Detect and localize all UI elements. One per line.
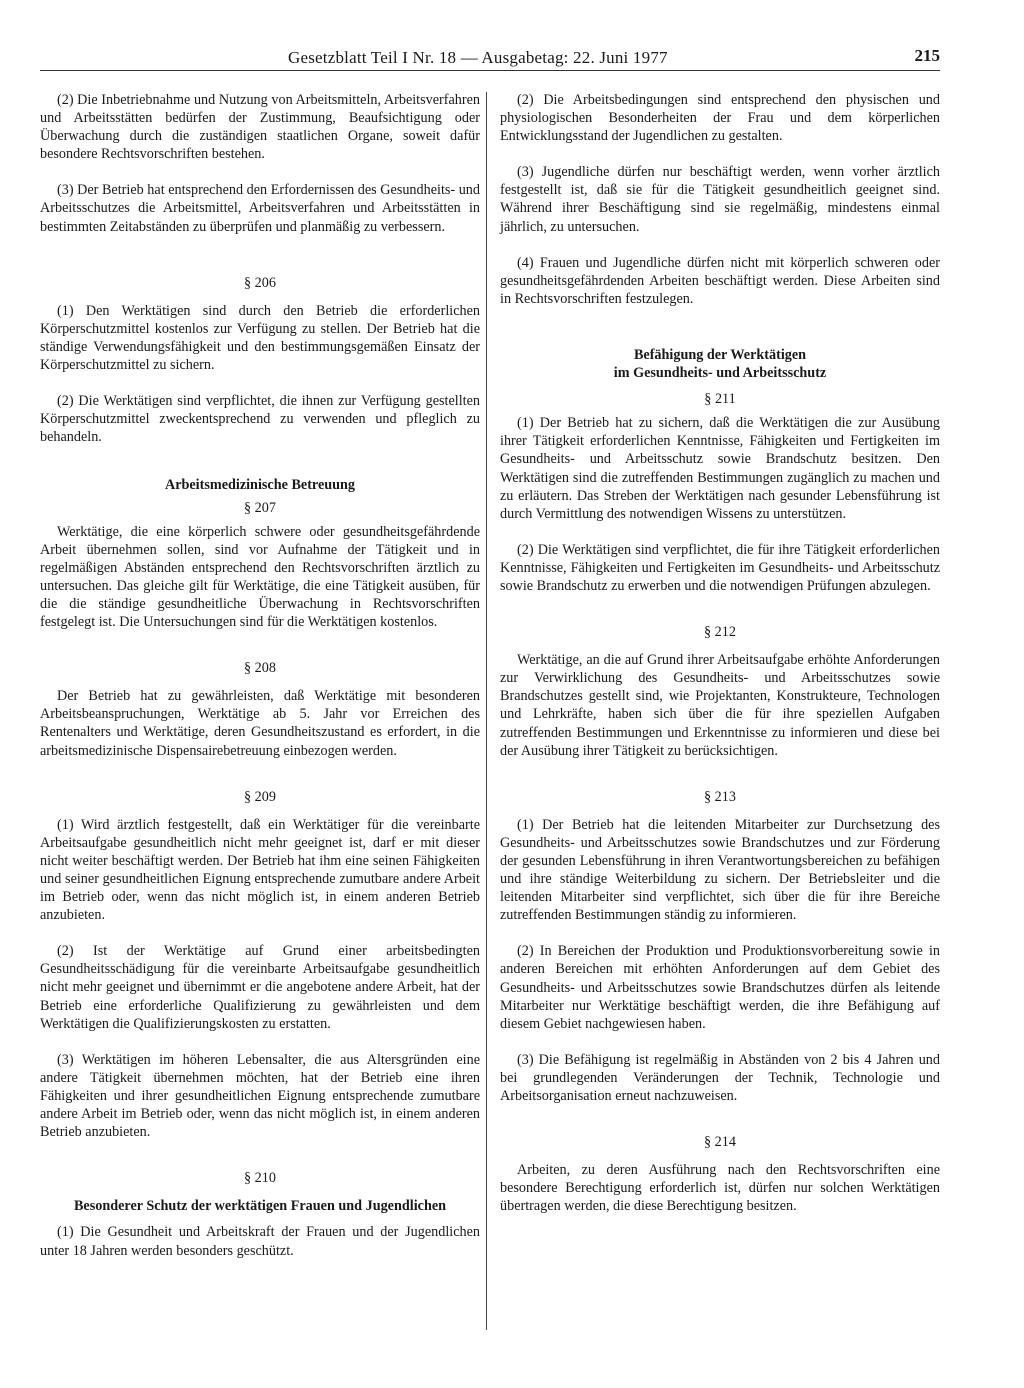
paragraph-209-2: (2) Ist der Werktätige auf Grund einer arbeitsbedingten Gesundheitsschädigung für die vereinbarte Arbeitsaufgabe gesundheitlich nicht mehr geeignet und übernimmt er die angebotene andere Arbeit, hat der Betrieb eine erforderliche Qualifizierung zu gewährleisten und dem Werktätigen die Qualifizierungskosten zu erstatten. [40,943,480,1032]
heading-besonderer-schutz: Besonderer Schutz der werktätigen Frauen und Jugendlichen [73,1198,447,1215]
right-column [500,91,940,1216]
paragraph-214: Arbeiten, zu deren Ausführung nach den Rechtsvorschriften eine besondere Berechtigung erforderlich ist, dürfen nur solchen Werktätigen übertragen werden, die diese Berechtigung besitzen. [500,1162,940,1215]
section-206-heading: § 206 [244,274,276,291]
section-207-heading: § 207 [244,499,276,516]
page-number: 215 [914,46,940,65]
paragraph-209-1: (1) Wird ärztlich festgestellt, daß ein Werktätiger für die vereinbarte Arbeitsaufgabe gesundheitlich nicht mehr geeignet ist, darf er mit dieser nicht weiter beschäftigt werden. Der Betrieb hat ihm eine seinen Fähigkeiten und seiner gesundheitlichen Eignung entsprechende zumutbare andere Arbeit im Betrieb oder, wenn das nicht möglich ist, in einem anderen Betrieb anzubieten. [40,816,480,924]
left-column [40,91,480,1260]
paragraph-210-4: (4) Frauen und Jugendliche dürfen nicht mit körperlich schweren oder gesundheitsgefährdenden Arbeiten beschäftigt werden. Diese Arbeiten sind in Rechtsvorschriften festzulegen. [500,254,940,307]
section-213-heading: § 213 [704,788,736,805]
header-rule [40,70,940,71]
paragraph-208: Der Betrieb hat zu gewährleisten, daß Werktätige mit besonderen Arbeitsbeanspruchungen, Werktätige ab 5. Jahr vor Erreichen des Rentenalters und Werktätige, deren Gesundheitszustand es erfordert, in die arbeitsmedizinische Dispensairebetreuung einbezogen werden. [40,688,480,759]
section-211-heading: § 211 [704,391,736,408]
paragraph-213-3: (3) Die Befähigung ist regelmäßig in Abständen von 2 bis 4 Jahren und bei grundlegenden Veränderungen der Technik, Technologie und Arbeitsorganisation erneut nachzuweisen. [500,1051,940,1105]
column-divider [486,92,487,1330]
paragraph-206-2: (2) Die Werktätigen sind verpflichtet, die ihnen zur Verfügung gestellten Körperschutzmittel zweckentsprechend zu verwenden und pfleglich zu behandeln. [40,393,480,446]
heading-befaehigung-line1: Befähigung der Werktätigen [633,346,807,363]
section-210-heading: § 210 [244,1170,276,1187]
paragraph-213-1: (1) Der Betrieb hat die leitenden Mitarbeiter zur Durchsetzung des Gesundheits- und Arbeitsschutzes sowie Brandschutzes und zur Förderung der gesunden Lebensführung in ihren Verantwortungsbereichen zu befähigen und ihre ständige Weiterbildung zu sichern. Der Betriebsleiter und die leitenden Mitarbeiter sind verpflichtet, sich über die für ihre Bereiche zutreffenden Bestimmungen ständig zu informieren. [500,816,940,924]
section-212-heading: § 212 [704,624,736,641]
paragraph-210-2: (2) Die Arbeitsbedingungen sind entsprechend den physischen und physiologischen Besonderheiten der Frau und dem körperlichen Entwicklungsstand der Jugendlichen zu gestalten. [500,92,940,145]
heading-arbeitsmedizinische-betreuung: Arbeitsmedizinische Betreuung [164,477,356,494]
paragraph-205-3: (3) Der Betrieb hat entsprechend den Erfordernissen des Gesundheits- und Arbeitsschutzes die Arbeitsmittel, Arbeitsverfahren und Arbeitsstätten in bestimmten Zeitabständen zu überprüfen und planmäßig zu verbessern. [40,182,480,235]
section-214-heading: § 214 [704,1134,736,1151]
paragraph-213-2: (2) In Bereichen der Produktion und Produktionsvorbereitung sowie in anderen Bereichen mit erhöhten Anforderungen auf dem Gebiet des Gesundheits- und Arbeitsschutzes sowie Brandschutzes dürfen als leitende Mitarbeiter nur Werktätige beschäftigt werden, die ihre Befähigung auf diesem Gebiet nachgewiesen haben. [500,943,940,1032]
paragraph-209-3: (3) Werktätigen im höheren Lebensalter, die aus Altersgründen eine andere Tätigkeit übernehmen möchten, hat der Betrieb eine ihren Fähigkeiten und ihrer gesundheitlichen Eignung entsprechende zumutbare andere Arbeit im Betrieb oder, wenn das nicht möglich ist, in einem anderen Betrieb anzubieten. [40,1051,480,1141]
paragraph-211-2: (2) Die Werktätigen sind verpflichtet, die für ihre Tätigkeit erforderlichen Kenntnisse, Fähigkeiten und Fertigkeiten im Gesundheits- und Arbeitsschutz sowie Brandschutz zu erwerben und die notwendigen Prüfungen abzulegen. [500,541,940,594]
section-208-heading: § 208 [244,660,276,677]
paragraph-211-1: (1) Der Betrieb hat zu sichern, daß die Werktätigen die zur Ausübung ihrer Tätigkeit erforderlichen Kenntnisse, Fähigkeiten und Fertigkeiten im Gesundheits- und Arbeitsschutz sowie Brandschutz besitzen. Den Werktätigen sind die zutreffenden Bestimmungen zugänglich zu machen und zu erläutern. Das Streben der Werktätigen nach gesunder Lebensführung ist durch Vermittlung des notwendigen Wissens zu unterstützen. [500,415,940,522]
gazette-title: Gesetzblatt Teil I Nr. 18 — Ausgabetag: 22. Juni 1977 [288,48,668,67]
paragraph-210-1: (1) Die Gesundheit und Arbeitskraft der Frauen und der Jugendlichen unter 18 Jahren werden besonders geschützt. [40,1224,480,1259]
paragraph-206-1: (1) Den Werktätigen sind durch den Betrieb die erforderlichen Körperschutzmittel kostenlos zur Verfügung zu stellen. Der Betrieb hat die ständige Verwendungsfähigkeit und den bestimmungsgemäßen Einsatz der Körperschutzmittel zu sichern. [40,302,480,374]
section-209-heading: § 209 [244,788,276,805]
paragraph-212: Werktätige, an die auf Grund ihrer Arbeitsaufgabe erhöhte Anforderungen zur Verwirklichung des Gesundheits- und Arbeitsschutzes sowie Brandschutzes gestellt sind, wie Projektanten, Konstrukteure, Technologen und Lehrkräfte, haben sich über die für ihre speziellen Aufgaben zutreffenden Bestimmungen und Erkenntnisse zu informieren und diese bei der Ausübung ihrer Tätigkeit zu berücksichtigen. [500,652,940,759]
page-header [40,44,940,72]
heading-befaehigung-line2: im Gesundheits- und Arbeitsschutz [613,365,827,382]
paragraph-205-2: (2) Die Inbetriebnahme und Nutzung von Arbeitsmitteln, Arbeitsverfahren und Arbeitsstätten bedürfen der Zustimmung, Beaufsichtigung oder Überwachung durch die zuständigen staatlichen Organe, soweit dafür besondere Rechtsvorschriften bestehen. [40,92,480,163]
paragraph-207: Werktätige, die eine körperlich schwere oder gesundheitsgefährdende Arbeit übernehmen sollen, sind vor Aufnahme der Tätigkeit und in regelmäßigen Abständen entsprechend den Rechtsvorschriften ärztlich zu untersuchen. Das gleiche gilt für Werktätige, die eine Tätigkeit ausüben, für die die ständige gesundheitliche Überwachung in Rechtsvorschriften festgelegt ist. Die Untersuchungen sind für die Werktätigen kostenlos. [40,523,480,631]
paragraph-210-3: (3) Jugendliche dürfen nur beschäftigt werden, wenn vorher ärztlich festgestellt ist, daß sie für die Tätigkeit gesundheitlich geeignet sind. Während ihrer Beschäftigung sind sie regelmäßig, mindestens einmal jährlich, zu untersuchen. [500,164,940,235]
